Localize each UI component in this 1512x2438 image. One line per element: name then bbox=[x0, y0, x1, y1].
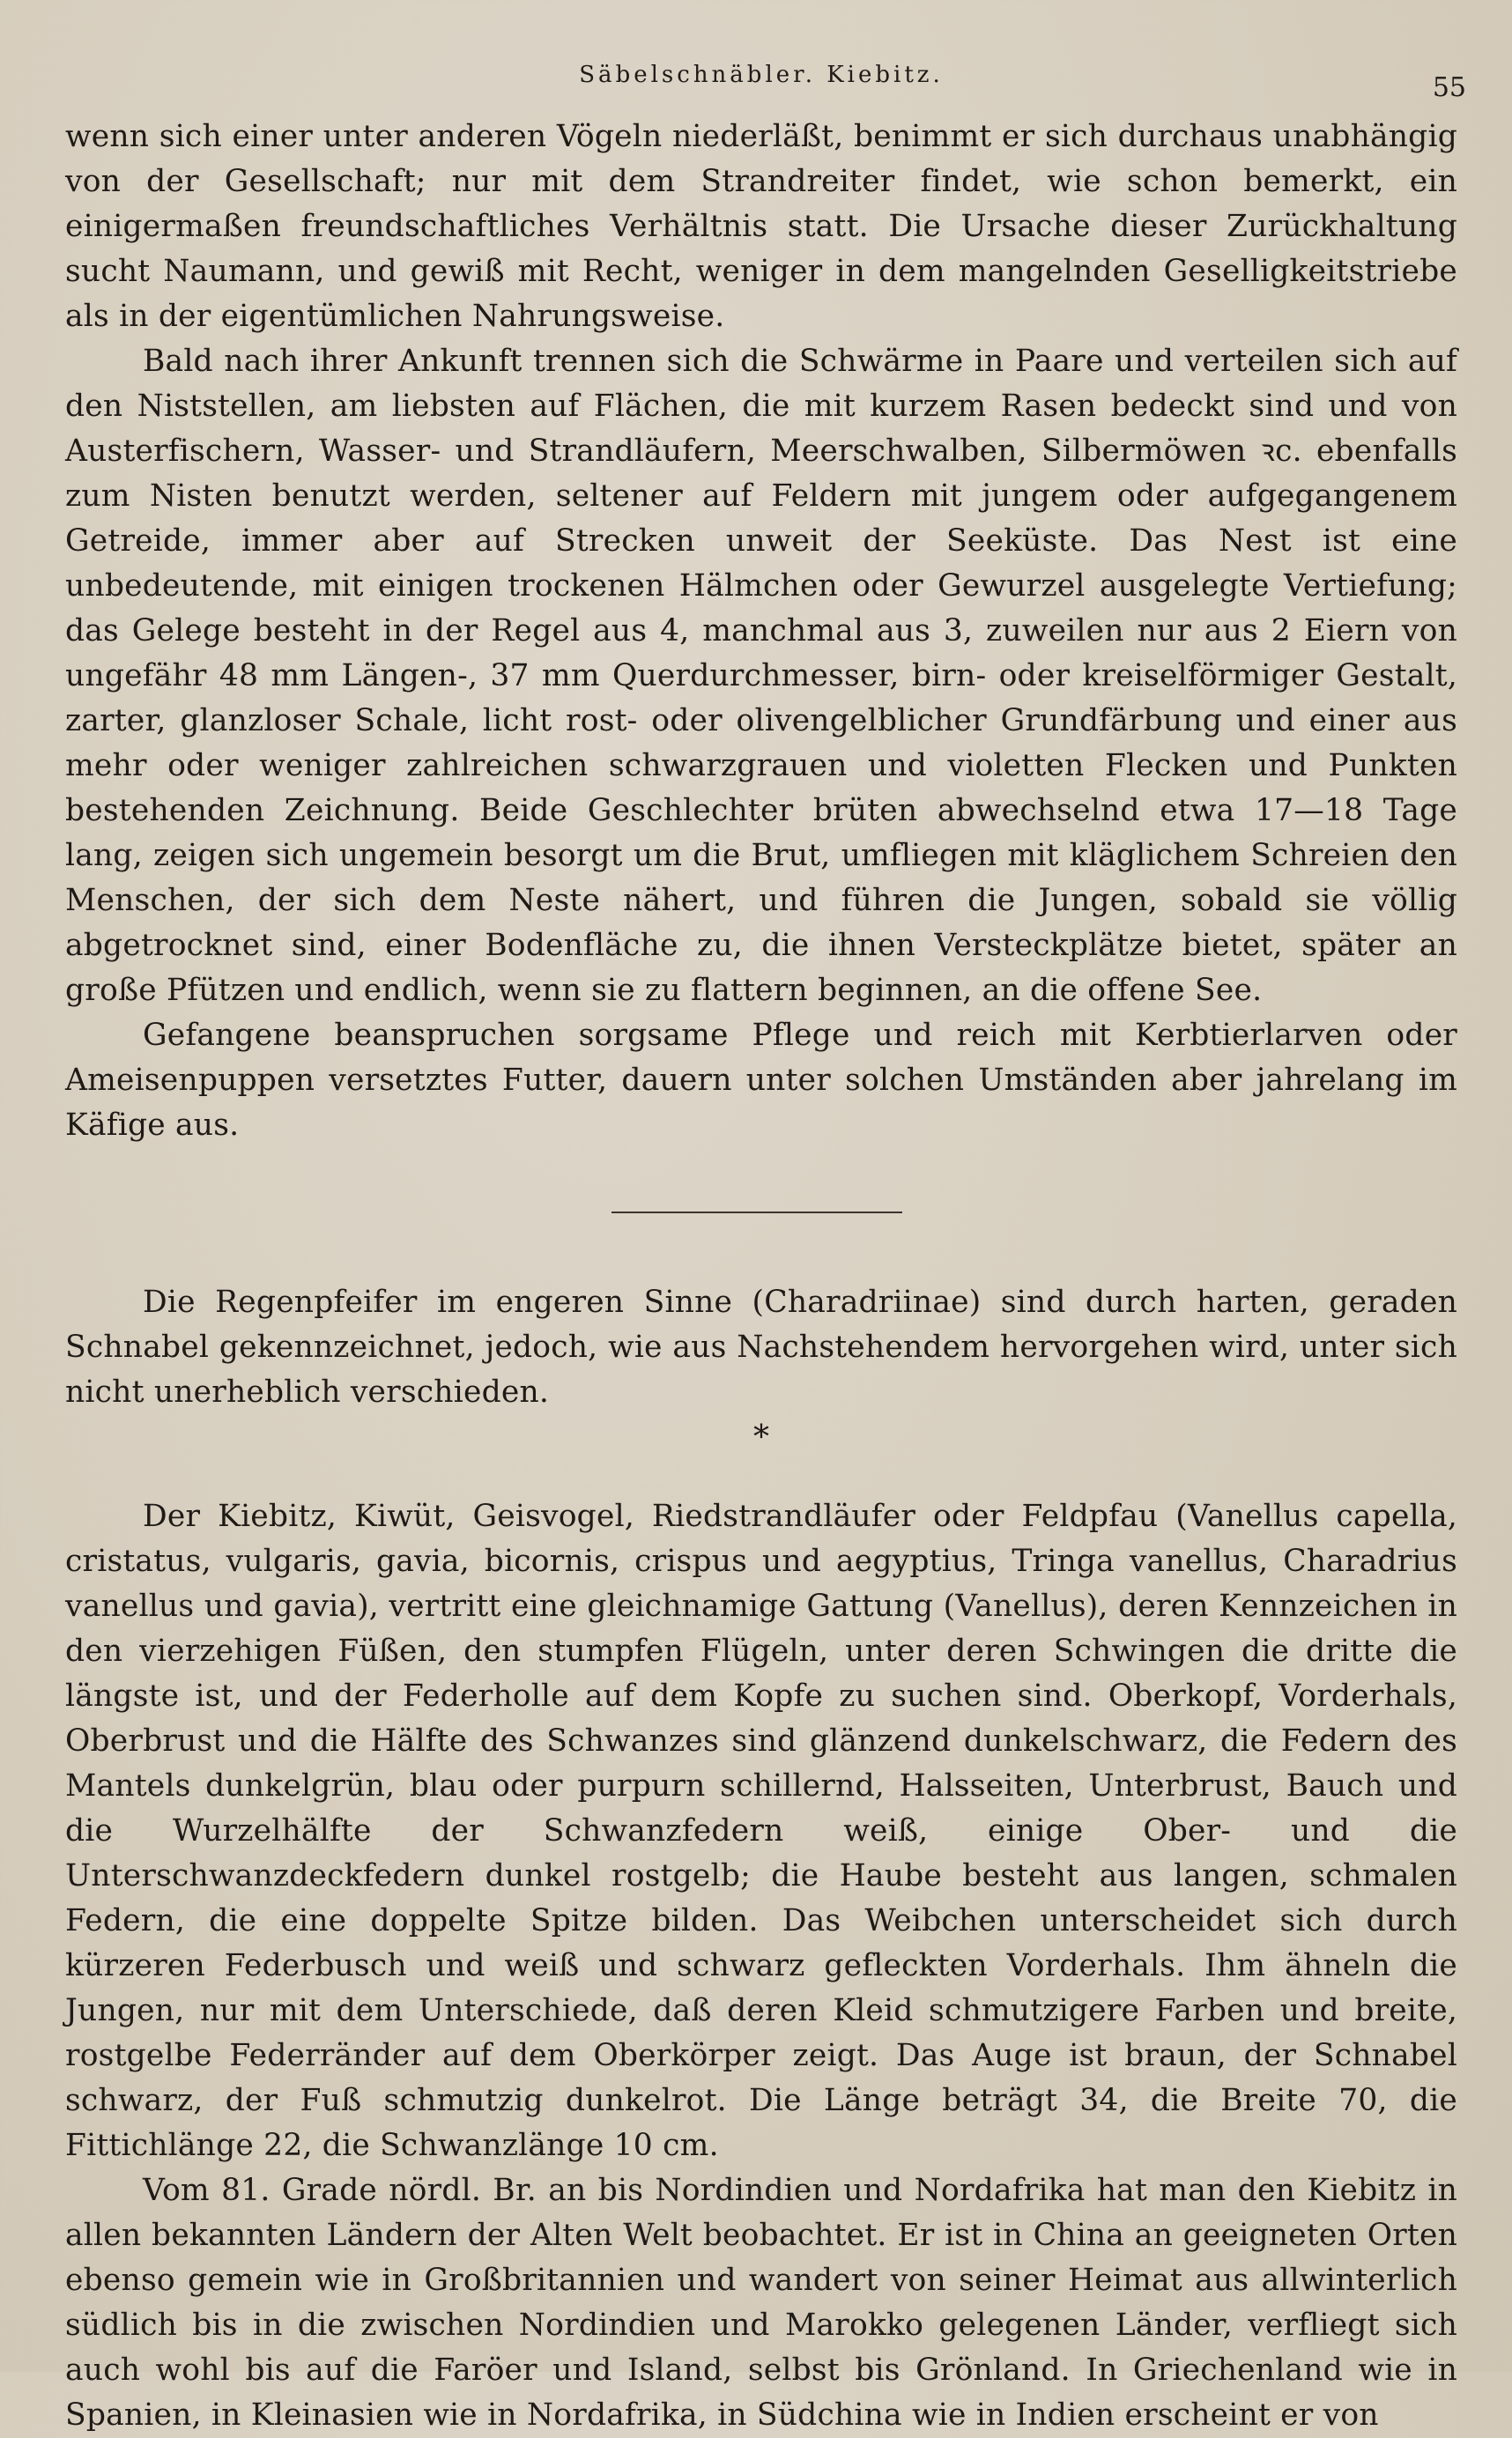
page-number: 55 bbox=[1432, 72, 1466, 103]
asterisk-separator: * bbox=[753, 1419, 769, 1456]
paragraph-continued: wenn sich einer unter anderen Vögeln niederläßt, benimmt er sich durchaus unabhängig von der Gesellschaft; nur mit dem Strandreiter findet, wie schon bemerkt, ein einigermaßen freundschaftliches Verhältnis statt. Die Ursache dieser Zurückhaltung sucht Naumann, und gewiß mit Recht, weniger in dem mangelnden Geselligkeitstriebe als in der eigentümlichen Nahrungsweise. bbox=[65, 119, 1457, 334]
paragraph-captivity: Gefangene beanspruchen sorgsame Pflege und reich mit Kerbtierlarven oder Ameisenpuppen versetztes Futter, dauern unter solchen Umständen aber jahrelang im Käfige aus. bbox=[65, 1018, 1457, 1143]
paragraph-kiebitz-description: Der Kiebitz, Kiwüt, Geisvogel, Riedstrandläufer oder Feldpfau (Vanellus capella, cristatus, vulgaris, gavia, bicornis, crispus und aegyptius, Tringa vanellus, Charadrius vanellus und gavia), vertritt eine gleichnamige Gattung (Vanellus), deren Kennzeichen in den vierzehigen Füßen, den stumpfen Flügeln, unter deren Schwingen die dritte die längste ist, und der Federholle auf dem Kopfe zu suchen sind. Oberkopf, Vorderhals, Oberbrust und die Hälfte des Schwanzes sind glänzend dunkelschwarz, die Federn des Mantels dunkelgrün, blau oder purpurn schillernd, Halsseiten, Unterbrust, Bauch und die Wurzelhälfte der Schwanzfedern weiß, einige Ober- und die Unterschwanzdeckfedern dunkel rostgelb; die Haube besteht aus langen, schmalen Federn, die eine doppelte Spitze bilden. Das Weibchen unterscheidet sich durch kürzeren Federbusch und weiß und schwarz gefleckten Vorderhals. Ihm ähneln die Jungen, nur mit dem Unterschiede, daß deren Kleid schmutzigere Farben und breite, rostgelbe Federränder auf dem Oberkörper zeigt. Das Auge ist braun, der Schnabel schwarz, der Fuß schmutzig dunkelrot. Die Länge beträgt 34, die Breite 70, die Fittichlänge 22, die Schwanzlänge 10 cm. bbox=[65, 1499, 1457, 2163]
paragraph-nesting: Bald nach ihrer Ankunft trennen sich die Schwärme in Paare und verteilen sich auf den Niststellen, am liebsten auf Flächen, die mit kurzem Rasen bedeckt sind und von Austerfischern, Wasser- und Strandläufern, Meerschwalben, Silbermöwen ꝛc. ebenfalls zum Nisten benutzt werden, seltener auf Feldern mit jungem oder aufgegangenem Getreide, immer aber auf Strecken unweit der Seeküste. Das Nest ist eine unbedeutende, mit einigen trockenen Hälmchen oder Gewurzel ausgelegte Vertiefung; das Gelege besteht in der Regel aus 4, manchmal aus 3, zuweilen nur aus 2 Eiern von ungefähr 48 mm Längen-, 37 mm Querdurchmesser, birn- oder kreiselförmiger Gestalt, zarter, glanzloser Schale, licht rost- oder olivengelblicher Grundfärbung und einer aus mehr oder weniger zahlreichen schwarzgrauen und violetten Flecken und Punkten bestehenden Zeichnung. Beide Geschlechter brüten abwechselnd etwa 17—18 Tage lang, zeigen sich ungemein besorgt um die Brut, umfliegen mit kläglichem Schreien den Menschen, der sich dem Neste nähert, und führen die Jungen, sobald sie völlig abgetrocknet sind, einer Bodenfläche zu, die ihnen Versteckplätze bietet, später an große Pfützen und endlich, wenn sie zu flattern beginnen, an die offene See. bbox=[65, 344, 1457, 1008]
book-page bbox=[65, 62, 1466, 2438]
paragraph-kiebitz-distribution: Vom 81. Grade nördl. Br. an bis Nordindien und Nordafrika hat man den Kiebitz in allen bekannten Ländern der Alten Welt beobachtet. Er ist in China an geeigneten Orten ebenso gemein wie in Großbritannien und wandert von seiner Heimat aus allwinterlich südlich bis in die zwischen Nordindien und Marokko gelegenen Länder, verfliegt sich auch wohl bis auf die Faröer und Island, selbst bis Grönland. In Griechenland wie in Spanien, in Kleinasien wie in Nordafrika, in Südchina wie in Indien erscheint er von bbox=[65, 2173, 1457, 2433]
section-divider bbox=[65, 1148, 1457, 1280]
divider-line bbox=[611, 1212, 902, 1213]
paragraph-charadriinae: Die Regenpfeifer im engeren Sinne (Charadriinae) sind durch harten, geraden Schnabel gekennzeichnet, jedoch, wie aus Nachstehendem hervorgehen wird, unter sich nicht unerheblich verschieden. bbox=[65, 1285, 1457, 1410]
page-header bbox=[65, 62, 1466, 115]
running-head: Säbelschnäbler. Kiebitz. bbox=[579, 62, 944, 88]
